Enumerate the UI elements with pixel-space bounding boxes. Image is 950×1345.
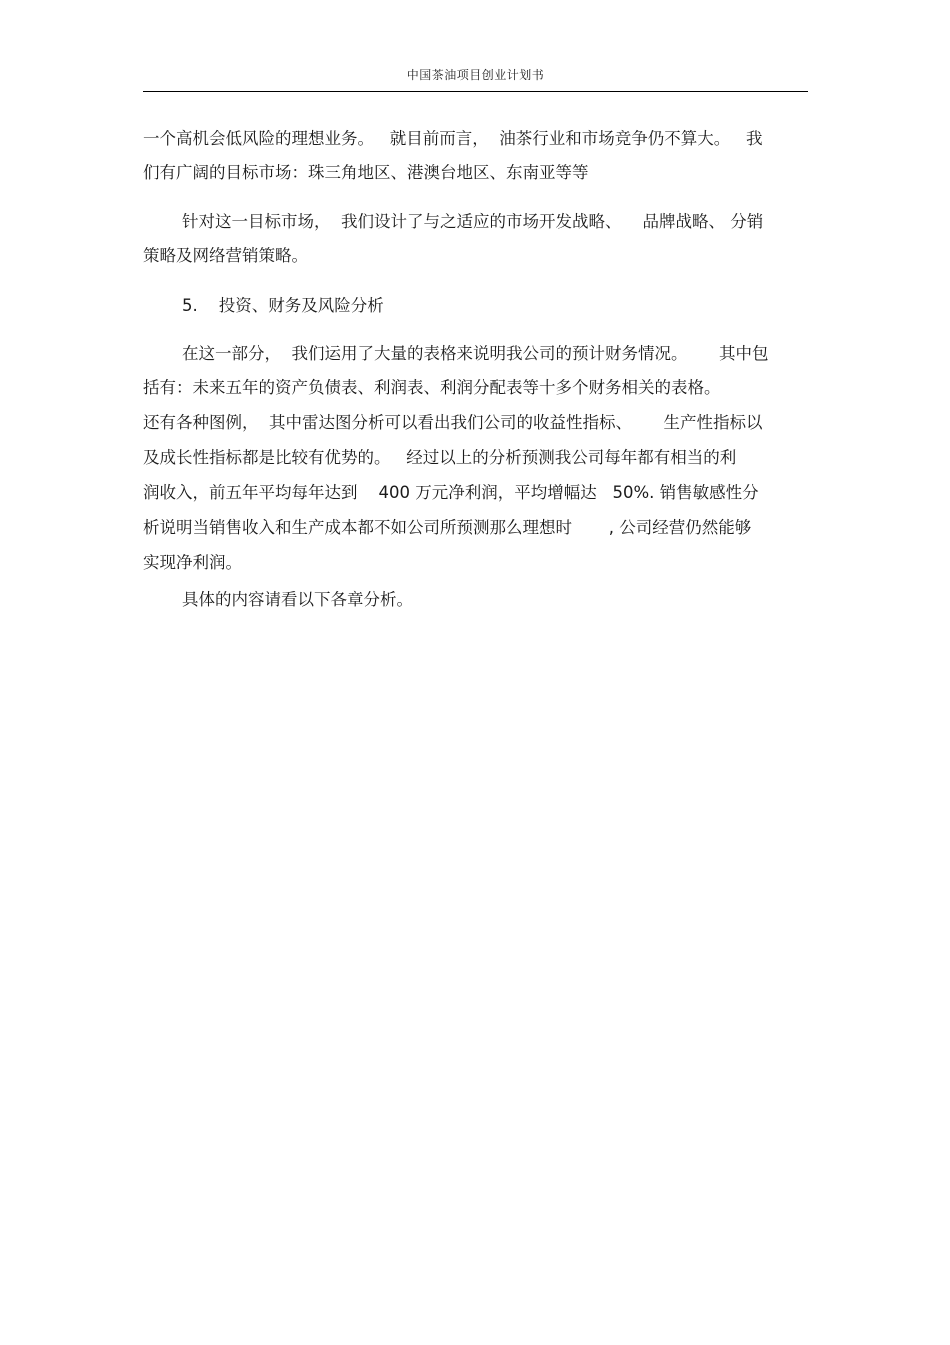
header-rule	[143, 91, 808, 92]
paragraph-line-9: 及成长性指标都是比较有优势的。 经过以上的分析预测我公司每年都有相当的利	[143, 448, 737, 467]
paragraph-line-7: 括有：未来五年的资产负债表、利润表、利润分配表等十多个财务相关的表格。	[143, 378, 721, 397]
paragraph-line-2: 们有广阔的目标市场：珠三角地区、港澳台地区、东南亚等等	[143, 163, 589, 182]
section-heading-5: 5. 投资、财务及风险分析	[182, 296, 384, 315]
paragraph-line-13: 具体的内容请看以下各章分析。	[182, 590, 413, 609]
paragraph-line-6: 在这一部分， 我们运用了大量的表格来说明我公司的预计财务情况。 其中包	[182, 344, 769, 363]
paragraph-line-10: 润收入，前五年平均每年达到 400 万元净利润，平均增幅达 50%. 销售敏感性分	[143, 483, 759, 502]
paragraph-line-12: 实现净利润。	[143, 553, 242, 572]
paragraph-line-11: 析说明当销售收入和生产成本都不如公司所预测那么理想时 , 公司经营仍然能够	[143, 518, 752, 537]
paragraph-line-8: 还有各种图例， 其中雷达图分析可以看出我们公司的收益性指标、 生产性指标以	[143, 413, 763, 432]
paragraph-line-3: 针对这一目标市场， 我们设计了与之适应的市场开发战略、 品牌战略、 分销	[182, 212, 764, 231]
paragraph-line-4: 策略及网络营销策略。	[143, 246, 308, 265]
page-header-title: 中国茶油项目创业计划书	[406, 68, 545, 82]
paragraph-line-1: 一个高机会低风险的理想业务。 就目前而言， 油茶行业和市场竞争仍不算大。 我	[143, 129, 763, 148]
